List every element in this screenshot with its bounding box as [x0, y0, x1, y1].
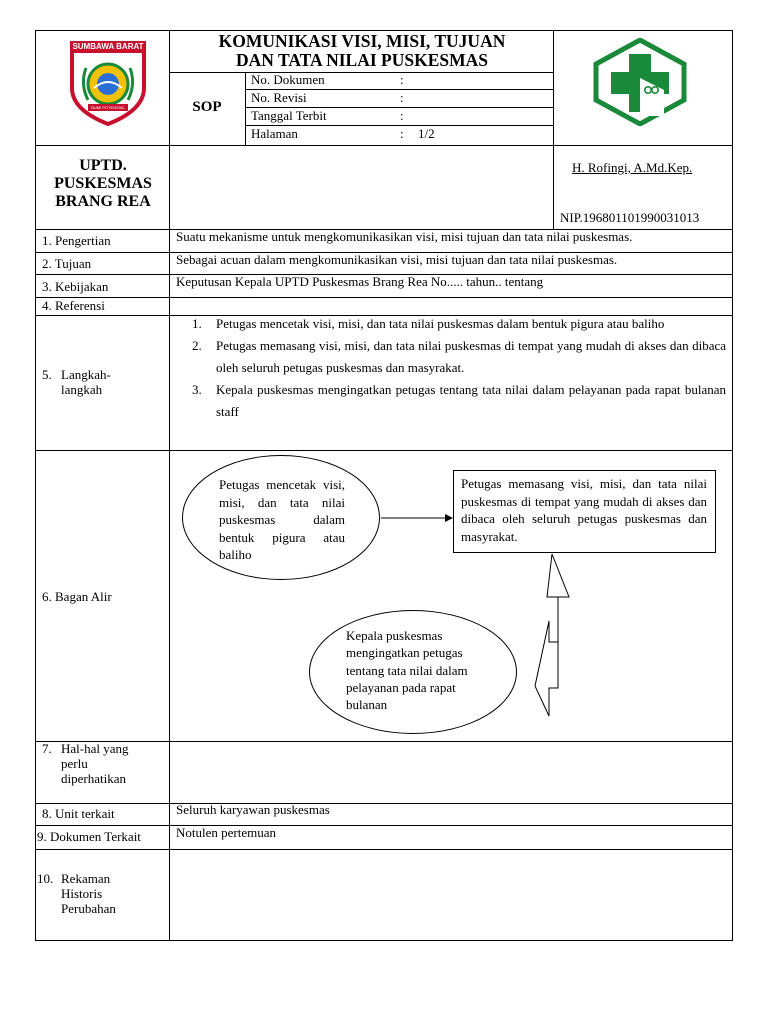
- page-title: [170, 32, 554, 70]
- row-label-langkah-num: 5.: [42, 367, 52, 382]
- list-item-number: 3.: [192, 382, 202, 397]
- row-content-unit-terkait: Seluruh karyawan puskesmas: [176, 802, 330, 817]
- signatory-nip: NIP.196801101990031013: [560, 210, 700, 225]
- row-label-referensi: 4. Referensi: [42, 298, 105, 313]
- row-content-tujuan: Sebagai acuan dalam mengkomunikasikan visi, misi tujuan dan tata nilai puskesmas.: [176, 252, 618, 267]
- doc-field-label: Halaman: [251, 126, 298, 141]
- sumbawa-barat-logo: [66, 38, 150, 126]
- flow-node-1-text: Petugas mencetak visi, misi, dan tata nilai puskesmas dalam bentuk pigura atau baliho: [219, 477, 345, 562]
- row-label-rekaman-num: 10.: [37, 871, 54, 886]
- row-label-rekaman: Perubahan: [61, 901, 116, 916]
- doc-field-sep: :: [400, 126, 404, 141]
- doc-field-sep: :: [400, 90, 404, 105]
- list-item: [180, 313, 726, 335]
- doc-field-label: No. Revisi: [251, 90, 307, 105]
- doc-field-value: 1/2: [418, 126, 435, 141]
- doc-field-label: No. Dokumen: [251, 72, 325, 87]
- row-content-dokumen: Notulen pertemuan: [176, 825, 276, 840]
- row-label-hal: perlu: [61, 756, 88, 771]
- list-item-text: Petugas mencetak visi, misi, dan tata nilai puskesmas dalam bentuk pigura atau baliho: [216, 316, 665, 331]
- row-label-bagan: 6. Bagan Alir: [42, 589, 112, 604]
- row-content-kebijakan: Keputusan Kepala UPTD Puskesmas Brang Rea No..... tahun.. tentang: [176, 274, 544, 289]
- title-line-1: KOMUNIKASI VISI, MISI, TUJUAN: [218, 31, 506, 51]
- row-label-kebijakan: 3. Kebijakan: [42, 279, 109, 294]
- list-item-text: Kepala puskesmas mengingatkan petugas tentang tata nilai dalam pelayanan pada rapat bulanan staff: [216, 382, 726, 419]
- row-label-rekaman: Historis: [61, 886, 103, 901]
- flow-arrowhead-1: [445, 514, 453, 522]
- unit-name: [36, 157, 170, 211]
- flow-node-3-text: Kepala puskesmas mengingatkan petugas tentang tata nilai dalam pelayanan pada rapat bulanan: [346, 628, 468, 713]
- flow-node-2-text: Petugas memasang visi, misi, dan tata nilai puskesmas di tempat yang mudah di akses dan dibaca oleh seluruh petugas puskesmas dan masyrakat.: [461, 476, 707, 544]
- unit-line-3: BRANG REA: [55, 193, 151, 210]
- row-label-dokumen: 9. Dokumen Terkait: [37, 829, 141, 844]
- row-label-hal-num: 7.: [42, 741, 52, 756]
- row-label-hal: diperhatikan: [61, 771, 126, 786]
- row-label-tujuan: 2. Tujuan: [42, 256, 92, 271]
- doc-field-sep: :: [400, 108, 404, 123]
- doc-field-label: Tanggal Terbit: [251, 108, 327, 123]
- signatory-name: H. Rofingi, A.Md.Kep.: [572, 160, 693, 175]
- row-content-pengertian: Suatu mekanisme untuk mengkomunikasikan visi, misi tujuan dan tata nilai puskesmas.: [176, 229, 633, 244]
- flow-block-arrow: [535, 554, 569, 716]
- list-item-text: Petugas memasang visi, misi, dan tata nilai puskesmas di tempat yang mudah di akses dan dibaca oleh seluruh petugas puskesmas dan masyrakat.: [216, 338, 726, 375]
- puskesmas-logo: [592, 38, 688, 126]
- logo-banner-text: SUMBAWA BARAT: [72, 42, 144, 51]
- row-label-langkah: langkah: [61, 382, 103, 397]
- logo-ribbon-text: BUMI POTENSIAL: [91, 105, 125, 110]
- row-label-unit-terkait: 8. Unit terkait: [42, 806, 115, 821]
- sop-label: SOP: [192, 99, 222, 115]
- unit-line-2: PUSKESMAS: [54, 175, 152, 192]
- steps-list: [180, 313, 726, 423]
- doc-field-sep: :: [400, 72, 404, 87]
- title-line-2: DAN TATA NILAI PUSKESMAS: [235, 50, 488, 70]
- list-item: [180, 335, 726, 379]
- unit-line-1: UPTD.: [79, 157, 127, 174]
- list-item-number: 1.: [192, 316, 202, 331]
- row-label-hal: Hal-hal yang: [61, 741, 129, 756]
- row-label-rekaman: Rekaman: [61, 871, 111, 886]
- row-label-langkah: Langkah-: [61, 367, 111, 382]
- list-item-number: 2.: [192, 338, 202, 353]
- row-label-pengertian: 1. Pengertian: [42, 233, 111, 248]
- list-item: [180, 379, 726, 423]
